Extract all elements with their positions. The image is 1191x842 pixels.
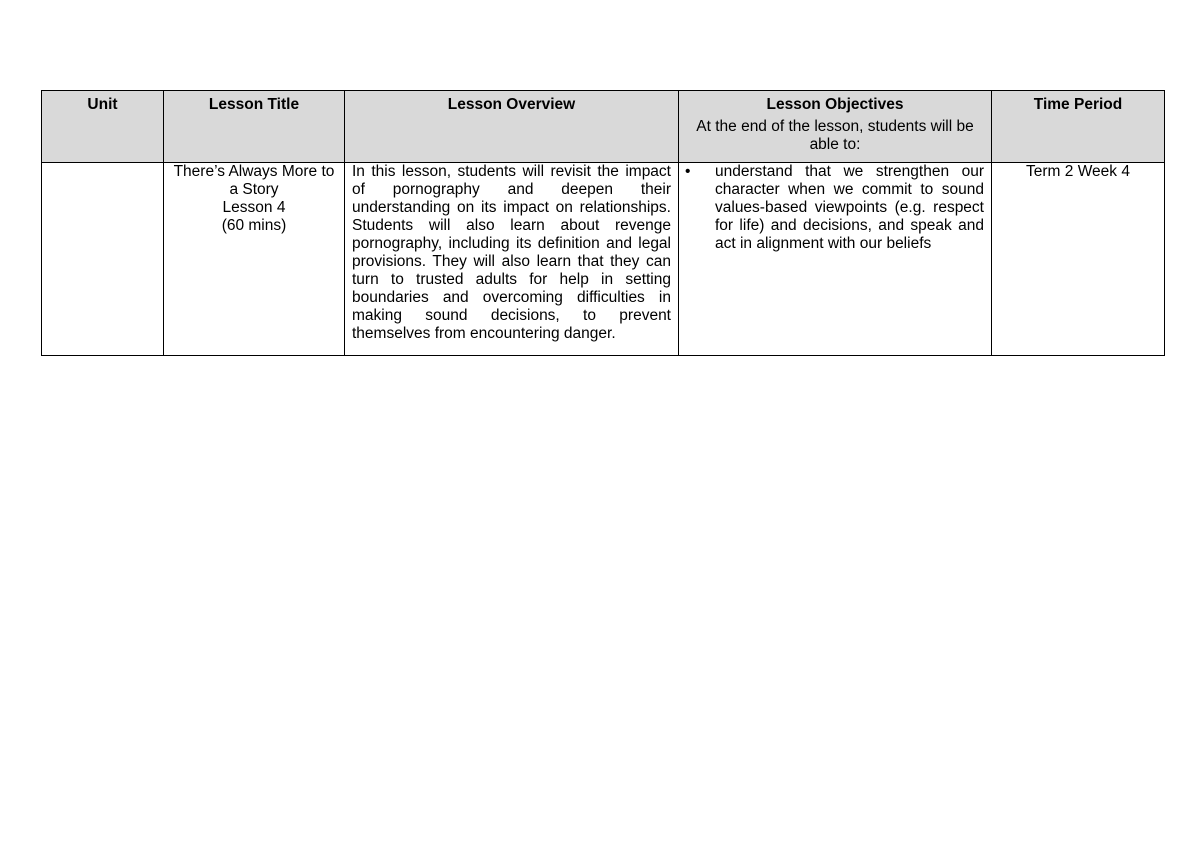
bullet-icon: • [685,163,691,180]
table-row [42,163,1165,356]
lesson-plan-table [41,90,1165,356]
cell-lesson-objectives [679,163,992,356]
header-lesson-objectives [679,91,992,163]
cell-time-period: Term 2 Week 4 [992,163,1165,356]
objective-item [686,163,984,253]
header-lesson-title: Lesson Title [164,91,345,163]
lesson-title-number: Lesson 4 [222,199,286,216]
header-lesson-objectives-subtitle: At the end of the lesson, students will be able to: [696,118,974,153]
cell-lesson-title [164,163,345,356]
header-lesson-overview: Lesson Overview [345,91,679,163]
objective-text: understand that we strengthen our character when we commit to sound values-based viewpoints (e.g. respect for life) and decisions, and speak and act in alignment with our beliefs [715,163,984,252]
header-time-period: Time Period [992,91,1165,163]
lesson-title-name: There’s Always More to a Story [173,163,335,198]
objectives-list [686,163,984,253]
lesson-title-duration: (60 mins) [221,217,287,234]
cell-unit [42,163,164,356]
table-header [42,91,1165,163]
header-row [42,91,1165,163]
cell-lesson-overview: In this lesson, students will revisit the impact of pornography and deepen their understanding on its impact on relationships. Students will also learn about revenge pornography, including its definition and legal provisions. They will also learn that they can turn to trusted adults for help in setting boundaries and overcoming difficulties in making sound decisions, to prevent themselves from encountering danger. [345,163,679,356]
header-unit: Unit [42,91,164,163]
header-lesson-objectives-label: Lesson Objectives [766,96,904,113]
table-body [42,163,1165,356]
